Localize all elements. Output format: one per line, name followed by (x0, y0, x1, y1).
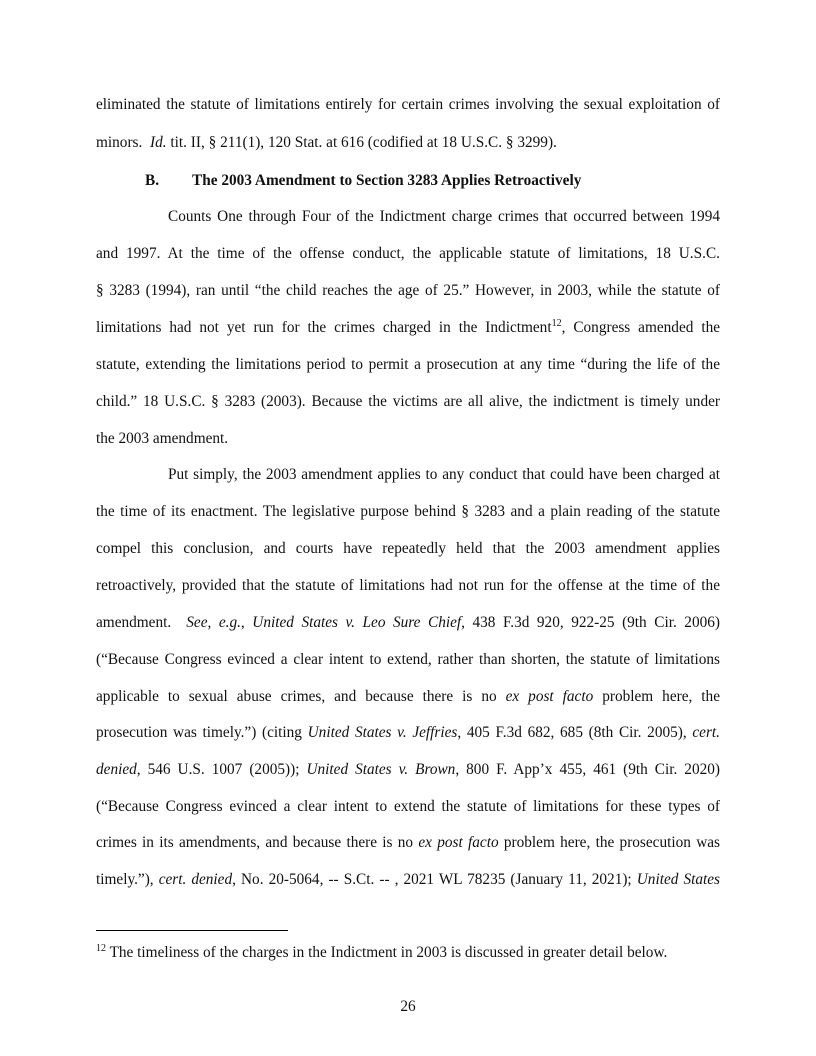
text-run: , 405 F.3d 682, 685 (8th Cir. 2005), (457, 724, 687, 741)
footnote-text: The timeliness of the charges in the Indictment in 2003 is discussed in greater detail below. (109, 944, 668, 961)
text-run: amendment. (96, 614, 172, 631)
body-line (96, 94, 720, 116)
text-run: (“Because Congress evinced a clear intent to extend the statute of limitations for these types of (96, 798, 720, 815)
body-line (96, 243, 720, 265)
text-run: problem here, the (602, 688, 720, 705)
text-run: tit. II, § 211(1), 120 Stat. at 616 (codified at 18 U.S.C. § 3299). (170, 134, 557, 151)
text-run: , 800 F. App’x 455, 461 (9th Cir. 2020) (455, 761, 720, 778)
footnote-reference: 12 (551, 318, 562, 329)
case-name: United States (636, 871, 720, 888)
body-line (96, 464, 720, 486)
body-line (96, 832, 720, 854)
body-line (96, 649, 720, 671)
latin-term: ex post facto (418, 834, 499, 851)
text-run: , No. 20-5064, -- S.Ct. -- , 2021 WL 78235 (January 11, 2021); (232, 871, 632, 888)
text-run: the 2003 amendment. (96, 430, 229, 447)
case-name: United States v. Leo Sure Chief (252, 614, 462, 631)
body-line (96, 686, 720, 708)
citation-signal: Id. (149, 134, 167, 151)
text-run: , (240, 614, 245, 631)
text-run: the time of its enactment. The legislative purpose behind § 3283 and a plain reading of the statute (96, 503, 720, 520)
citation-signal: denied (96, 761, 137, 778)
body-line (96, 354, 720, 376)
page-number: 26 (400, 998, 416, 1015)
text-run: limitations had not yet run for the crimes charged in the Indictment (96, 319, 552, 336)
text-run: crimes in its amendments, and because there is no (96, 834, 414, 851)
text-run: applicable to sexual abuse crimes, and because there is no (96, 688, 497, 705)
footnote-separator (96, 930, 288, 931)
body-line (96, 132, 720, 154)
text-run: timely.”), (96, 871, 154, 888)
citation-signal: cert. denied (158, 871, 233, 888)
text-run: , 438 F.3d 920, 922-25 (9th Cir. 2006) (461, 614, 720, 631)
text-run: compel this conclusion, and courts have repeatedly held that the 2003 amendment applies (96, 540, 720, 557)
body-line (96, 280, 720, 302)
body-line (96, 501, 720, 523)
case-name: United States v. Jeffries (307, 724, 458, 741)
body-line (96, 317, 720, 339)
section-title: The 2003 Amendment to Section 3283 Applies Retroactively (192, 172, 582, 189)
text-run: § 3283 (1994), ran until “the child reaches the age of 25.” However, in 2003, while the statute of (96, 282, 720, 299)
text-run: eliminated the statute of limitations entirely for certain crimes involving the sexual exploitation of (96, 96, 720, 113)
text-run: child.” 18 U.S.C. § 3283 (2003). Because the victims are all alive, the indictment is timely under (96, 393, 720, 410)
text-run: minors. (96, 134, 143, 151)
text-run: , Congress amended the (561, 319, 721, 336)
body-line (96, 206, 720, 228)
body-line (96, 759, 720, 781)
body-line (96, 869, 720, 891)
text-run: statute, extending the limitations period to permit a prosecution at any time “during the life of the (96, 356, 720, 373)
footnote (96, 942, 720, 964)
text-run: (“Because Congress evinced a clear intent to extend, rather than shorten, the statute of limitations (96, 651, 720, 668)
text-run: Put simply, the 2003 amendment applies to any conduct that could have been charged at (168, 466, 720, 483)
section-heading (0, 170, 816, 192)
case-name: United States v. Brown (306, 761, 456, 778)
body-line (96, 391, 720, 413)
text-run: , 546 U.S. 1007 (2005)); (136, 761, 300, 778)
text-run: and 1997. At the time of the offense conduct, the applicable statute of limitations, 18 U.S.C. (96, 245, 720, 262)
citation-signal: See, e.g. (186, 614, 241, 631)
latin-term: ex post facto (505, 688, 594, 705)
section-letter: B. (145, 172, 160, 189)
body-line (96, 722, 720, 744)
text-run: problem here, the prosecution was (503, 834, 720, 851)
body-line (96, 428, 720, 450)
text-run: Counts One through Four of the Indictment charge crimes that occurred between 1994 (168, 208, 720, 225)
body-line (96, 538, 720, 560)
text-run: prosecution was timely.”) (citing (96, 724, 302, 741)
body-line (96, 612, 720, 634)
body-line (96, 575, 720, 597)
citation-signal: cert. (692, 724, 720, 741)
footnote-number: 12 (96, 943, 106, 954)
body-line (96, 796, 720, 818)
text-run: retroactively, provided that the statute of limitations had not run for the offense at the time of the (96, 577, 720, 594)
